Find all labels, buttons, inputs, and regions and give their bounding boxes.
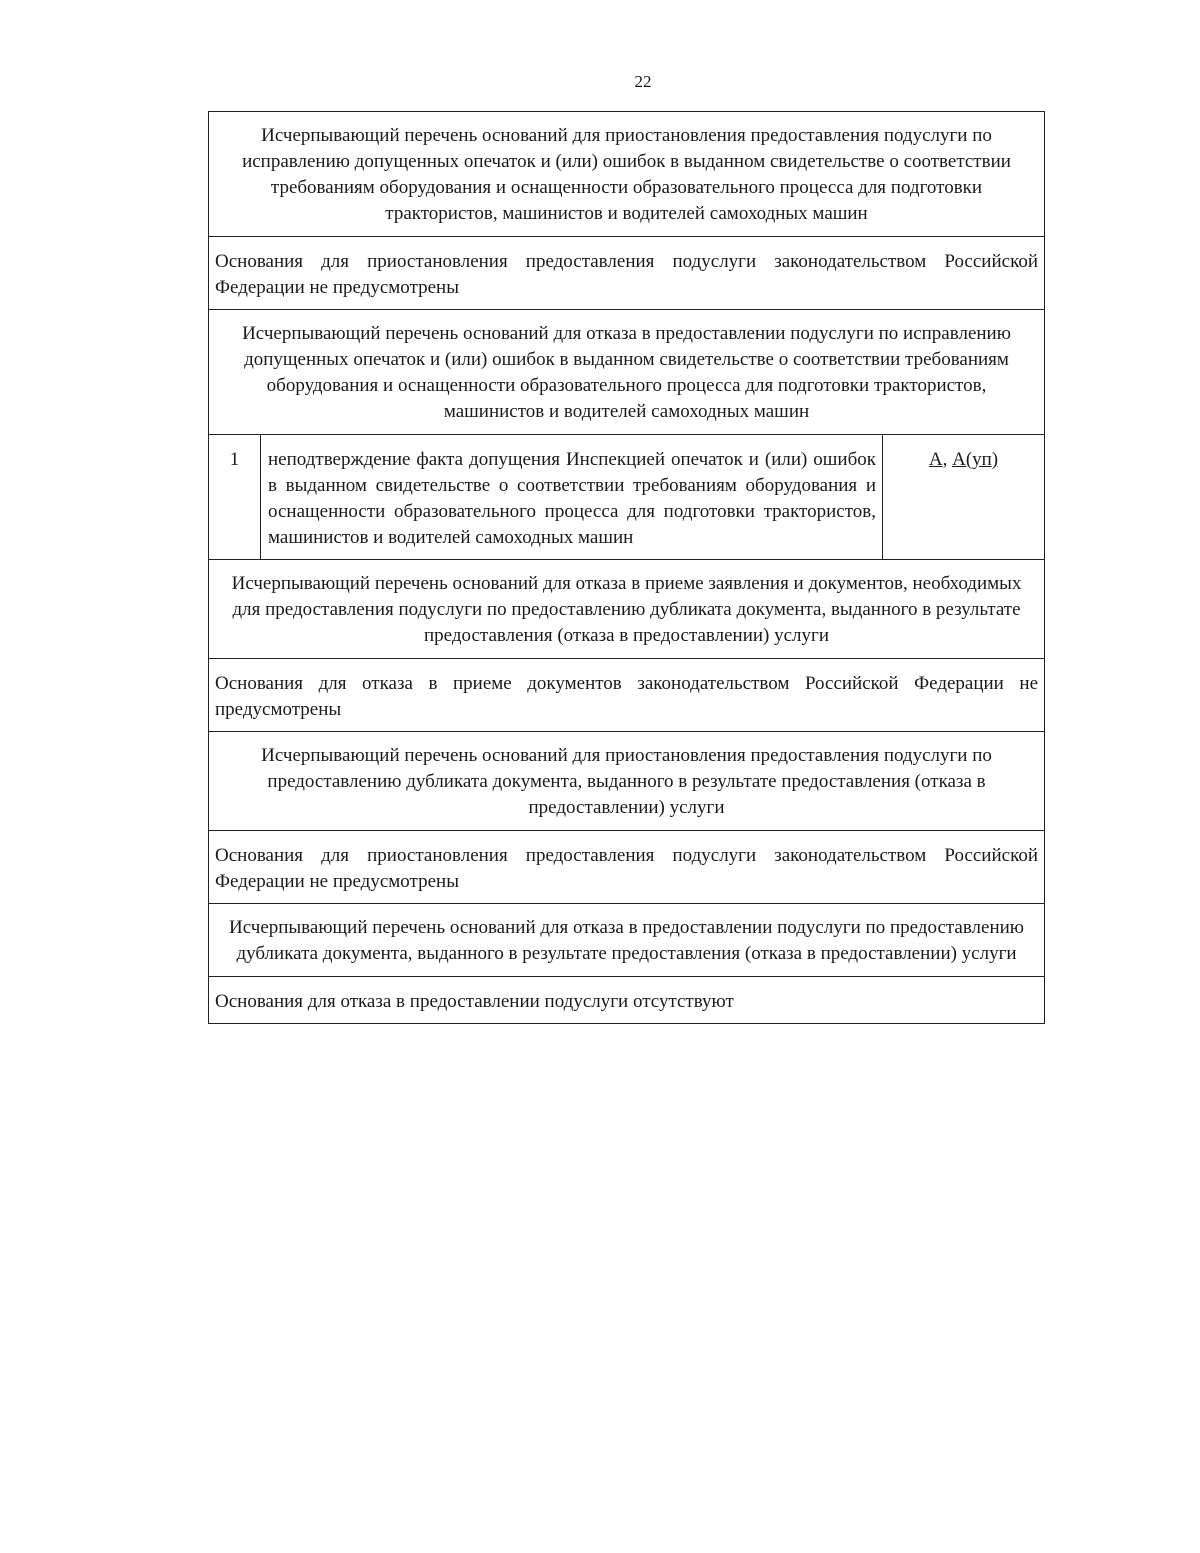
section-text-suspension-correction: Основания для приостановления предоставления подуслуги законодательством Российской Федерации не предусмотрены [209,237,1045,310]
section-heading-row [209,560,1045,659]
section-text-row [209,659,1045,732]
section-text-row [209,237,1045,310]
section-heading-row [209,112,1045,237]
row-number: 1 [209,435,261,560]
page-number: 22 [634,72,652,91]
section-heading-suspension-correction: Исчерпывающий перечень оснований для приостановления предоставления подуслуги по исправлению допущенных опечаток и (или) ошибок в выданном свидетельстве о соответствии требованиям оборудования и оснащенности образовательного процесса для подготовки трактористов, машинистов и водителей самоходных машин [209,112,1045,237]
section-text-row [209,977,1045,1024]
section-heading-refusal-duplicate: Исчерпывающий перечень оснований для отказа в предоставлении подуслуги по предоставлению дубликата документа, выданного в результате предоставления (отказа в предоставлении) услуги [209,904,1045,977]
section-heading-refusal-acceptance-duplicate: Исчерпывающий перечень оснований для отказа в приеме заявления и документов, необходимых для предоставления подуслуги по предоставлению дубликата документа, выданного в результате предоставления (отказа в предоставлении) услуги [209,560,1045,659]
grounds-table [208,111,1045,1024]
reference-link-a[interactable]: А [928,449,943,470]
section-text-suspension-duplicate: Основания для приостановления предоставления подуслуги законодательством Российской Федерации не предусмотрены [209,831,1045,904]
row-references [883,435,1045,560]
section-heading-row [209,904,1045,977]
row-description: неподтверждение факта допущения Инспекцией опечаток и (или) ошибок в выданном свидетельстве о соответствии требованиям оборудования и оснащенности образовательного процесса для подготовки трактористов, машинистов и водителей самоходных машин [261,435,883,560]
section-text-row [209,831,1045,904]
table-row [209,435,1045,560]
section-text-refusal-duplicate: Основания для отказа в предоставлении подуслуги отсутствуют [209,977,1045,1024]
reference-separator: , [942,449,953,470]
section-heading-row [209,732,1045,831]
section-text-refusal-acceptance-duplicate: Основания для отказа в приеме документов законодательством Российской Федерации не предусмотрены [209,659,1045,732]
section-heading-refusal-correction: Исчерпывающий перечень оснований для отказа в предоставлении подуслуги по исправлению допущенных опечаток и (или) ошибок в выданном свидетельстве о соответствии требованиям оборудования и оснащенности образовательного процесса для подготовки трактористов, машинистов и водителей самоходных машин [209,310,1045,435]
section-heading-suspension-duplicate: Исчерпывающий перечень оснований для приостановления предоставления подуслуги по предоставлению дубликата документа, выданного в результате предоставления (отказа в предоставлении) услуги [209,732,1045,831]
section-heading-row [209,310,1045,435]
reference-link-a-up[interactable]: А(уп) [952,449,999,470]
